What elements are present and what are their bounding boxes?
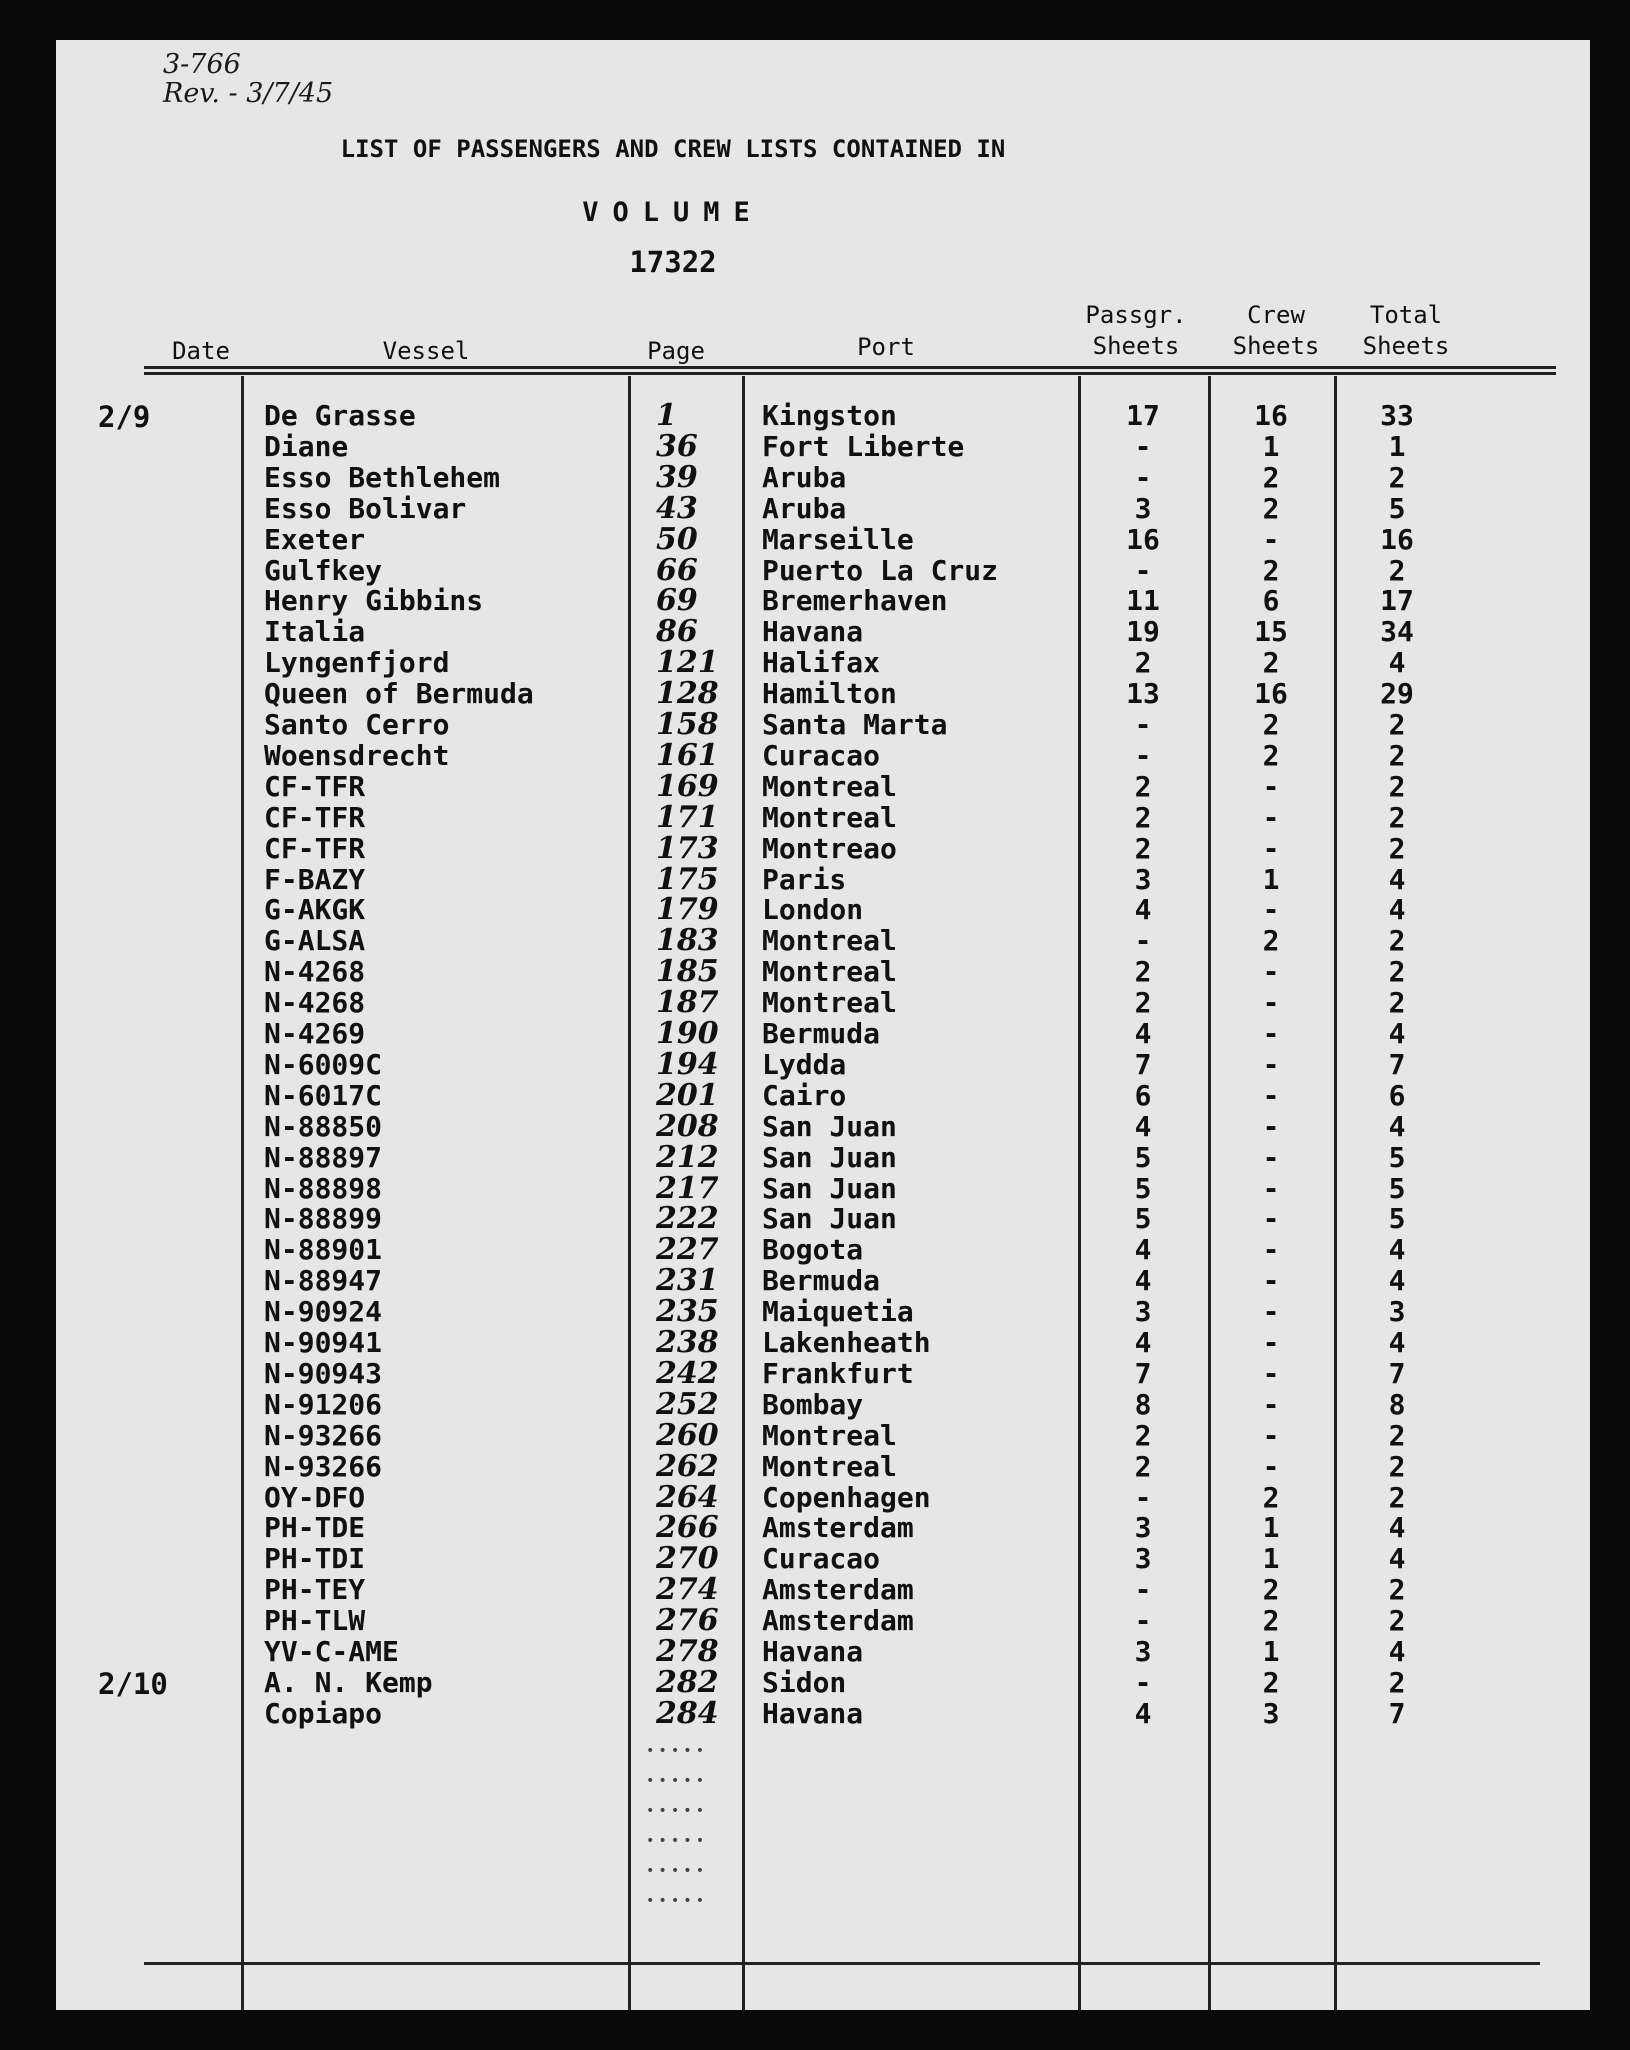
row-vessel: N-4269 (264, 1017, 366, 1050)
row-passgr-sheets: - (1134, 1480, 1152, 1514)
row-port: Montreal (762, 1418, 897, 1452)
row-port: Havana (762, 1696, 864, 1730)
row-crew-sheets: - (1262, 893, 1280, 927)
row-crew-sheets: 2 (1262, 1665, 1280, 1699)
column-header-passgr-line2: Sheets (1092, 332, 1180, 360)
row-port: Montreao (762, 831, 897, 865)
row-crew-sheets: 2 (1262, 1573, 1280, 1607)
row-crew-sheets: 2 (1262, 460, 1280, 494)
row-page: 227 (656, 1232, 719, 1268)
row-vessel: N-88897 (264, 1140, 383, 1174)
row-passgr-sheets: 4 (1134, 1326, 1152, 1359)
row-page: 278 (656, 1634, 719, 1669)
form-number: 3-766 (163, 49, 241, 80)
row-vessel: G-AKGK (264, 893, 366, 927)
row-port: San Juan (762, 1109, 897, 1143)
row-vessel: Lyngenfjord (264, 646, 450, 680)
row-page: 86 (656, 614, 698, 650)
row-page: 274 (656, 1572, 719, 1608)
row-page: 201 (656, 1077, 719, 1113)
row-total-sheets: 4 (1388, 1511, 1406, 1545)
row-passgr-sheets: - (1134, 924, 1152, 958)
row-passgr-sheets: 2 (1134, 800, 1152, 834)
row-crew-sheets: - (1262, 522, 1280, 556)
column-header-vessel: Vessel (382, 337, 470, 365)
row-passgr-sheets: 8 (1134, 1387, 1152, 1421)
row-vessel: De Grasse (264, 399, 416, 432)
row-crew-sheets: - (1262, 1171, 1280, 1205)
column-header-crew-sheets (1221, 300, 1331, 362)
row-total-sheets: 2 (1388, 1604, 1406, 1638)
row-total-sheets: 29 (1380, 677, 1414, 711)
row-total-sheets: 2 (1388, 1418, 1406, 1452)
row-port: Kingston (762, 399, 897, 432)
row-passgr-sheets: 2 (1134, 955, 1152, 989)
row-page: 260 (656, 1417, 719, 1453)
row-vessel: PH-TDI (264, 1542, 366, 1576)
row-passgr-sheets: 2 (1134, 1449, 1152, 1483)
row-total-sheets: 2 (1388, 1449, 1406, 1483)
row-vessel: Gulfkey (264, 553, 383, 587)
row-port: Amsterdam (762, 1604, 914, 1638)
row-page: 128 (656, 676, 719, 712)
column-divider-port (1078, 376, 1081, 2010)
row-passgr-sheets: 4 (1134, 1264, 1152, 1298)
row-port: Lydda (762, 1047, 847, 1081)
row-passgr-sheets: - (1134, 708, 1152, 741)
row-vessel: CF-TFR (264, 769, 366, 803)
row-vessel: A. N. Kemp (264, 1665, 433, 1699)
row-crew-sheets: - (1262, 831, 1280, 865)
row-page: 169 (656, 768, 719, 804)
row-vessel: PH-TEY (264, 1573, 366, 1607)
row-total-sheets: 2 (1388, 1573, 1406, 1607)
row-crew-sheets: 2 (1262, 924, 1280, 958)
row-passgr-sheets: 7 (1134, 1356, 1152, 1390)
row-crew-sheets: - (1262, 769, 1280, 803)
row-total-sheets: 2 (1388, 460, 1406, 494)
row-date: 2/9 (98, 400, 151, 434)
row-port: Amsterdam (762, 1573, 914, 1607)
row-port: Copenhagen (762, 1480, 931, 1514)
row-crew-sheets: 16 (1254, 677, 1288, 711)
row-page: 1 (656, 398, 677, 433)
row-crew-sheets: 2 (1262, 553, 1280, 587)
row-port: Puerto La Cruz (762, 553, 999, 587)
dot-leader: ••••• (646, 1862, 709, 1879)
row-vessel: Esso Bolivar (264, 491, 467, 525)
row-passgr-sheets: - (1134, 1604, 1152, 1638)
row-total-sheets: 4 (1388, 1017, 1406, 1050)
row-total-sheets: 7 (1388, 1356, 1406, 1390)
row-passgr-sheets: 4 (1134, 1017, 1152, 1050)
row-port: Curacao (762, 1542, 881, 1576)
row-vessel: OY-DFO (264, 1480, 366, 1514)
row-vessel: N-88898 (264, 1171, 383, 1205)
row-total-sheets: 8 (1388, 1387, 1406, 1421)
row-passgr-sheets: 6 (1134, 1078, 1152, 1112)
row-total-sheets: 4 (1388, 1635, 1406, 1668)
row-crew-sheets: - (1262, 1295, 1280, 1329)
row-page: 252 (656, 1386, 719, 1422)
row-vessel: Esso Bethlehem (264, 460, 501, 494)
row-total-sheets: 4 (1388, 1233, 1406, 1267)
row-passgr-sheets: 5 (1134, 1202, 1152, 1236)
row-passgr-sheets: - (1134, 738, 1152, 772)
row-port: Montreal (762, 769, 897, 803)
row-crew-sheets: 2 (1262, 1604, 1280, 1638)
row-total-sheets: 16 (1380, 522, 1414, 556)
row-total-sheets: 1 (1388, 429, 1406, 463)
row-page: 185 (656, 954, 719, 990)
row-vessel: N-6009C (264, 1047, 383, 1081)
row-passgr-sheets: - (1134, 1665, 1152, 1699)
column-divider-passgr (1208, 376, 1211, 2010)
row-crew-sheets: 2 (1262, 738, 1280, 772)
row-port: Amsterdam (762, 1511, 914, 1545)
row-crew-sheets: 1 (1262, 1511, 1280, 1545)
row-total-sheets: 5 (1388, 1202, 1406, 1236)
row-vessel: N-91206 (264, 1387, 383, 1421)
column-divider-crew (1334, 376, 1337, 2010)
header-rule-bottom (144, 372, 1556, 375)
row-crew-sheets: - (1262, 1047, 1280, 1081)
row-total-sheets: 2 (1388, 955, 1406, 989)
row-vessel: N-93266 (264, 1449, 383, 1483)
row-passgr-sheets: 2 (1134, 769, 1152, 803)
row-passgr-sheets: 4 (1134, 1696, 1152, 1730)
row-port: Havana (762, 1635, 864, 1668)
row-page: 235 (656, 1294, 719, 1330)
row-vessel: CF-TFR (264, 800, 366, 834)
row-total-sheets: 4 (1388, 1326, 1406, 1359)
row-total-sheets: 4 (1388, 862, 1406, 896)
row-crew-sheets: - (1262, 1109, 1280, 1143)
row-port: Bermuda (762, 1017, 881, 1050)
row-page: 284 (656, 1695, 719, 1731)
row-total-sheets: 2 (1388, 738, 1406, 772)
row-crew-sheets: 1 (1262, 1635, 1280, 1668)
row-page: 43 (656, 490, 698, 526)
row-total-sheets: 2 (1388, 1665, 1406, 1699)
row-vessel: PH-TDE (264, 1511, 366, 1545)
row-port: Maiquetia (762, 1295, 914, 1329)
dot-leader: ••••• (646, 1892, 709, 1909)
row-page: 121 (656, 645, 719, 681)
column-header-passgr-line1: Passgr. (1085, 301, 1187, 329)
row-passgr-sheets: 4 (1134, 1233, 1152, 1267)
row-vessel: N-93266 (264, 1418, 383, 1452)
row-port: Frankfurt (762, 1356, 914, 1390)
row-passgr-sheets: 3 (1134, 491, 1152, 525)
column-divider-page (742, 376, 745, 2010)
volume-label: VOLUME (582, 197, 764, 228)
row-total-sheets: 2 (1388, 553, 1406, 587)
row-port: Curacao (762, 738, 881, 772)
row-vessel: YV-C-AME (264, 1635, 399, 1668)
row-passgr-sheets: 4 (1134, 1109, 1152, 1143)
row-passgr-sheets: 16 (1126, 522, 1160, 556)
row-total-sheets: 2 (1388, 924, 1406, 958)
row-total-sheets: 5 (1388, 491, 1406, 525)
document-title: LIST OF PASSENGERS AND CREW LISTS CONTAINED IN (340, 135, 1006, 163)
row-port: Montreal (762, 986, 897, 1020)
row-page: 36 (656, 428, 698, 464)
row-passgr-sheets: 17 (1126, 399, 1160, 432)
row-date: 2/10 (98, 1666, 168, 1701)
row-crew-sheets: - (1262, 1017, 1280, 1050)
row-page: 217 (656, 1170, 719, 1206)
row-passgr-sheets: 3 (1134, 1511, 1152, 1545)
column-header-port: Port (857, 333, 915, 361)
column-header-date: Date (172, 337, 230, 365)
row-page: 208 (656, 1108, 719, 1144)
row-port: Aruba (762, 460, 847, 494)
footer-rule (144, 1962, 1540, 1965)
column-header-page: Page (647, 337, 705, 365)
row-total-sheets: 4 (1388, 1264, 1406, 1298)
row-crew-sheets: 16 (1254, 399, 1288, 432)
row-vessel: N-88899 (264, 1202, 383, 1236)
row-port: Havana (762, 615, 864, 649)
row-crew-sheets: 6 (1262, 584, 1280, 618)
row-vessel: Queen of Bermuda (264, 677, 534, 711)
row-vessel: N-4268 (264, 986, 366, 1020)
row-page: 264 (656, 1479, 719, 1515)
row-page: 66 (656, 552, 698, 588)
row-passgr-sheets: - (1134, 460, 1152, 494)
row-vessel: Exeter (264, 522, 366, 556)
row-total-sheets: 2 (1388, 986, 1406, 1020)
row-page: 212 (656, 1139, 719, 1175)
row-port: Montreal (762, 1449, 897, 1483)
column-divider-date (241, 376, 244, 2010)
row-port: Marseille (762, 522, 914, 556)
row-total-sheets: 5 (1388, 1171, 1406, 1205)
column-header-crew-line1: Crew (1247, 301, 1305, 329)
row-crew-sheets: - (1262, 1140, 1280, 1174)
row-passgr-sheets: 3 (1134, 1542, 1152, 1576)
row-crew-sheets: 2 (1262, 1480, 1280, 1514)
row-total-sheets: 2 (1388, 769, 1406, 803)
row-page: 222 (656, 1201, 719, 1237)
header-rule-top (144, 366, 1556, 369)
row-port: Santa Marta (762, 708, 948, 741)
row-passgr-sheets: 2 (1134, 646, 1152, 680)
row-crew-sheets: 1 (1262, 1542, 1280, 1576)
row-total-sheets: 6 (1388, 1078, 1406, 1112)
row-page: 39 (656, 459, 698, 495)
row-crew-sheets: - (1262, 1078, 1280, 1112)
row-total-sheets: 33 (1380, 399, 1414, 432)
row-vessel: N-6017C (264, 1078, 383, 1112)
row-port: Halifax (762, 646, 881, 680)
row-port: Montreal (762, 800, 897, 834)
row-vessel: N-90943 (264, 1356, 383, 1390)
column-header-passgr-sheets (1071, 300, 1201, 362)
row-page: 242 (656, 1355, 719, 1391)
row-total-sheets: 2 (1388, 831, 1406, 865)
row-page: 173 (656, 830, 719, 866)
row-crew-sheets: - (1262, 1449, 1280, 1483)
row-passgr-sheets: 13 (1126, 677, 1160, 711)
row-total-sheets: 5 (1388, 1140, 1406, 1174)
row-total-sheets: 4 (1388, 646, 1406, 680)
row-crew-sheets: - (1262, 1202, 1280, 1236)
row-crew-sheets: - (1262, 1264, 1280, 1298)
row-total-sheets: 7 (1388, 1696, 1406, 1730)
row-vessel: Italia (264, 615, 366, 649)
row-port: Bermuda (762, 1264, 881, 1298)
row-page: 161 (656, 737, 719, 773)
row-port: Lakenheath (762, 1326, 931, 1359)
row-page: 175 (656, 861, 719, 897)
row-crew-sheets: 15 (1254, 615, 1288, 649)
row-vessel: N-90941 (264, 1326, 383, 1359)
row-passgr-sheets: 2 (1134, 986, 1152, 1020)
column-header-crew-line2: Sheets (1232, 332, 1320, 360)
row-passgr-sheets: 3 (1134, 862, 1152, 896)
row-total-sheets: 2 (1388, 800, 1406, 834)
row-passgr-sheets: - (1134, 1573, 1152, 1607)
row-page: 238 (656, 1325, 719, 1360)
form-number-annotation (163, 50, 333, 108)
row-crew-sheets: - (1262, 955, 1280, 989)
row-page: 276 (656, 1603, 719, 1639)
dot-leader: ••••• (646, 1802, 709, 1819)
row-vessel: F-BAZY (264, 862, 366, 896)
dot-leader: ••••• (646, 1832, 709, 1849)
row-port: Sidon (762, 1665, 847, 1699)
column-header-total-line1: Total (1369, 301, 1443, 329)
row-crew-sheets: - (1262, 1387, 1280, 1421)
row-vessel: N-88947 (264, 1264, 383, 1298)
row-port: Fort Liberte (762, 429, 965, 463)
row-crew-sheets: 2 (1262, 646, 1280, 680)
row-page: 50 (656, 521, 698, 557)
row-crew-sheets: 3 (1262, 1696, 1280, 1730)
row-total-sheets: 3 (1388, 1295, 1406, 1329)
row-page: 190 (656, 1016, 719, 1051)
row-vessel: N-88901 (264, 1233, 383, 1267)
row-passgr-sheets: 7 (1134, 1047, 1152, 1081)
row-total-sheets: 7 (1388, 1047, 1406, 1081)
row-vessel: CF-TFR (264, 831, 366, 865)
row-crew-sheets: - (1262, 1356, 1280, 1390)
row-total-sheets: 34 (1380, 615, 1414, 649)
column-divider-vessel (628, 376, 631, 2010)
row-page: 183 (656, 923, 719, 959)
document-sheet (56, 40, 1590, 2010)
row-page: 158 (656, 707, 719, 742)
row-vessel: Henry Gibbins (264, 584, 484, 618)
row-total-sheets: 17 (1380, 584, 1414, 618)
row-port: London (762, 893, 864, 927)
row-crew-sheets: 1 (1262, 862, 1280, 896)
row-page: 171 (656, 799, 719, 835)
row-passgr-sheets: 2 (1134, 831, 1152, 865)
row-page: 194 (656, 1046, 719, 1082)
row-port: Cairo (762, 1078, 847, 1112)
row-passgr-sheets: 19 (1126, 615, 1160, 649)
row-page: 262 (656, 1448, 719, 1484)
row-page: 179 (656, 892, 719, 928)
row-vessel: Woensdrecht (264, 738, 450, 772)
row-vessel: Copiapo (264, 1696, 383, 1730)
row-passgr-sheets: 4 (1134, 893, 1152, 927)
volume-number: 17322 (629, 245, 717, 279)
row-port: San Juan (762, 1202, 897, 1236)
row-port: Montreal (762, 924, 897, 958)
column-header-total-line2: Sheets (1362, 332, 1450, 360)
row-vessel: N-88850 (264, 1109, 383, 1143)
row-passgr-sheets: 2 (1134, 1418, 1152, 1452)
row-total-sheets: 2 (1388, 708, 1406, 741)
row-port: Hamilton (762, 677, 897, 711)
row-total-sheets: 4 (1388, 1109, 1406, 1143)
row-vessel: G-ALSA (264, 924, 366, 958)
row-passgr-sheets: 3 (1134, 1295, 1152, 1329)
row-page: 187 (656, 985, 719, 1021)
row-crew-sheets: - (1262, 800, 1280, 834)
row-vessel: N-90924 (264, 1295, 383, 1329)
row-total-sheets: 2 (1388, 1480, 1406, 1514)
row-crew-sheets: 1 (1262, 429, 1280, 463)
row-vessel: Diane (264, 429, 349, 463)
row-crew-sheets: - (1262, 986, 1280, 1020)
row-port: Bogota (762, 1233, 864, 1267)
row-crew-sheets: - (1262, 1418, 1280, 1452)
row-page: 266 (656, 1510, 719, 1546)
row-passgr-sheets: - (1134, 429, 1152, 463)
dot-leader: ••••• (646, 1772, 709, 1789)
row-vessel: Santo Cerro (264, 708, 450, 741)
row-passgr-sheets: 5 (1134, 1171, 1152, 1205)
row-vessel: PH-TLW (264, 1604, 366, 1638)
row-page: 69 (656, 583, 698, 619)
row-page: 282 (656, 1664, 719, 1700)
row-port: Aruba (762, 491, 847, 525)
column-header-total-sheets (1351, 300, 1461, 362)
row-passgr-sheets: 11 (1126, 584, 1160, 618)
row-port: Bombay (762, 1387, 864, 1421)
row-crew-sheets: 2 (1262, 708, 1280, 741)
row-crew-sheets: - (1262, 1326, 1280, 1359)
row-port: Paris (762, 862, 847, 896)
row-passgr-sheets: 3 (1134, 1635, 1152, 1668)
row-port: San Juan (762, 1140, 897, 1174)
row-total-sheets: 4 (1388, 1542, 1406, 1576)
row-port: San Juan (762, 1171, 897, 1205)
row-port: Bremerhaven (762, 584, 948, 618)
row-passgr-sheets: 5 (1134, 1140, 1152, 1174)
row-port: Montreal (762, 955, 897, 989)
form-revision: Rev. - 3/7/45 (163, 78, 334, 109)
row-crew-sheets: 2 (1262, 491, 1280, 525)
row-vessel: N-4268 (264, 955, 366, 989)
row-page: 270 (656, 1541, 719, 1577)
row-passgr-sheets: - (1134, 553, 1152, 587)
row-crew-sheets: - (1262, 1233, 1280, 1267)
dot-leader: ••••• (646, 1742, 709, 1759)
row-page: 231 (656, 1263, 719, 1299)
row-total-sheets: 4 (1388, 893, 1406, 927)
